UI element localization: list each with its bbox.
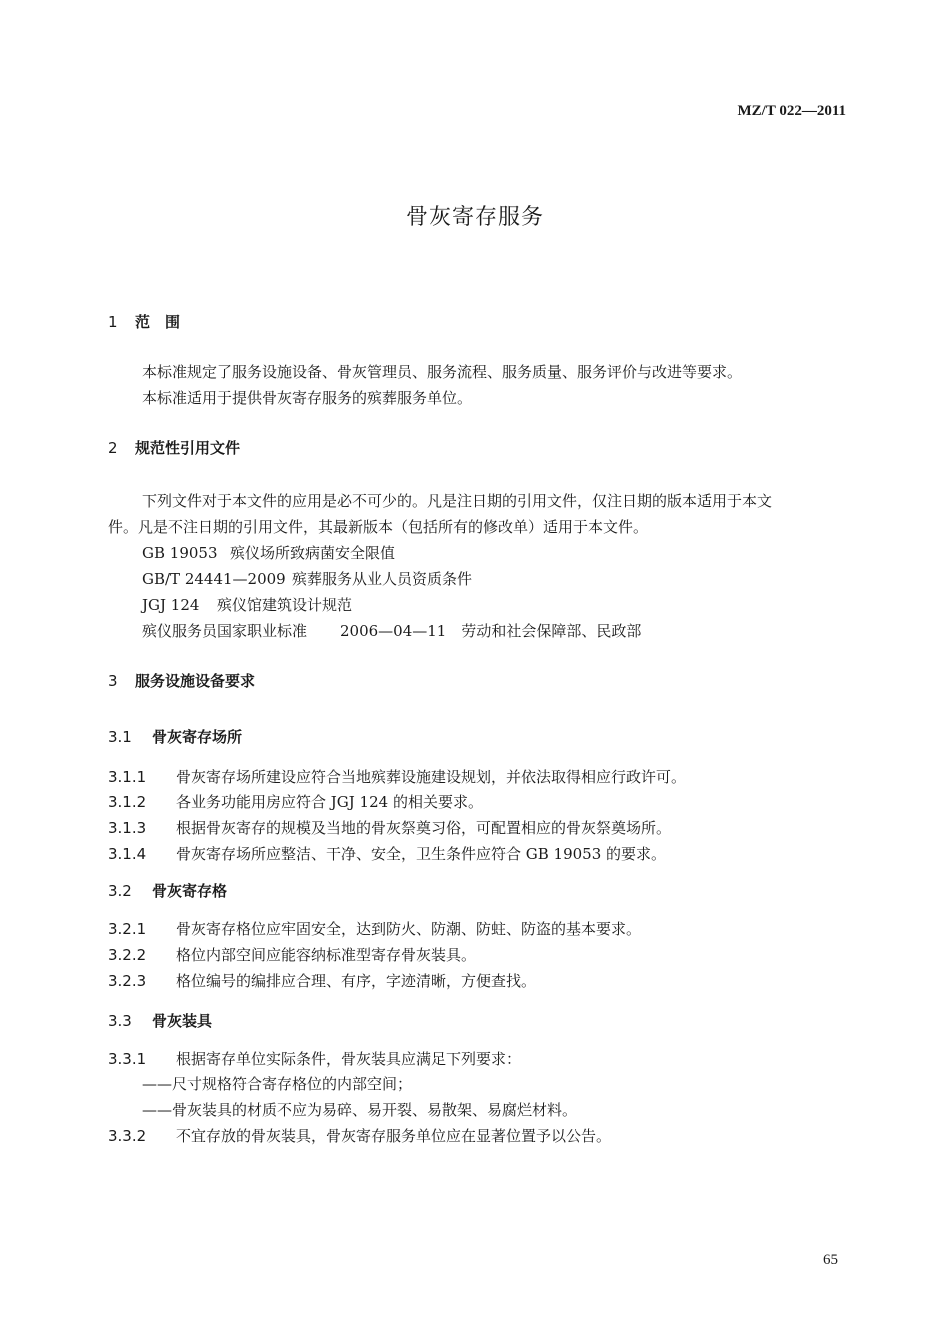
reference-item xyxy=(142,620,641,641)
reference-item xyxy=(142,542,395,563)
paragraph: 下列文件对于本文件的应用是必不可少的。凡是注日期的引用文件，仅注日期的版本适用于本文 xyxy=(142,492,773,510)
clause xyxy=(108,843,666,864)
reference-code: JGJ 124 xyxy=(142,596,200,614)
clause xyxy=(108,791,483,812)
page-title: 骨灰寄存服务 xyxy=(405,205,544,230)
clause-number: 3.3.1 xyxy=(108,1050,147,1068)
clause-number: 3.2.2 xyxy=(108,946,147,964)
clause xyxy=(108,817,671,838)
section-title: 规范性引用文件 xyxy=(135,439,241,457)
subsection-number: 3.2 xyxy=(108,882,132,900)
clause-number: 3.2.1 xyxy=(108,920,147,938)
section-title: 服务设施设备要求 xyxy=(135,672,256,690)
section-number: 2 xyxy=(108,439,118,457)
clause-text: 根据骨灰寄存的规模及当地的骨灰祭奠习俗，可配置相应的骨灰祭奠场所。 xyxy=(176,819,672,837)
section-heading-facilities xyxy=(108,670,255,691)
clause-text: 格位编号的编排应合理、有序，字迹清晰，方便查找。 xyxy=(176,972,537,990)
clause-number: 3.2.3 xyxy=(108,972,147,990)
clause xyxy=(108,970,536,991)
section-number: 3 xyxy=(108,672,118,690)
clause-text: 骨灰寄存格位应牢固安全，达到防火、防潮、防蛀、防盗的基本要求。 xyxy=(176,920,642,938)
reference-code: 殡仪服务员国家职业标准 xyxy=(142,622,308,640)
reference-item xyxy=(142,568,472,589)
paragraph: 本标准规定了服务设施设备、骨灰管理员、服务流程、服务质量、服务评价与改进等要求。 xyxy=(142,363,743,381)
subsection-title: 骨灰装具 xyxy=(152,1012,213,1030)
reference-code: GB/T 24441—2009 xyxy=(142,570,286,588)
subsection-number: 3.3 xyxy=(108,1012,132,1030)
reference-name: 殡仪场所致病菌安全限值 xyxy=(230,544,396,562)
clause-text: 骨灰寄存场所建设应符合当地殡葬设施建设规划，并依法取得相应行政许可。 xyxy=(176,768,687,786)
clause xyxy=(108,1048,521,1069)
list-item: ——骨灰装具的材质不应为易碎、易开裂、易散架、易腐烂材料。 xyxy=(142,1101,578,1119)
subsection-heading xyxy=(108,1010,212,1031)
subsection-heading xyxy=(108,880,227,901)
clause-number: 3.1.4 xyxy=(108,845,147,863)
clause-text: 不宜存放的骨灰装具，骨灰寄存服务单位应在显著位置予以公告。 xyxy=(176,1127,612,1145)
section-heading-scope xyxy=(108,311,180,332)
clause-text: 各业务功能用房应符合 JGJ 124 的相关要求。 xyxy=(176,793,483,811)
subsection-title: 骨灰寄存格 xyxy=(152,882,228,900)
reference-name: 殡葬服务从业人员资质条件 xyxy=(292,570,473,588)
clause xyxy=(108,1125,611,1146)
section-heading-refs xyxy=(108,437,240,458)
section-number: 1 xyxy=(108,313,118,331)
subsection-title: 骨灰寄存场所 xyxy=(152,728,243,746)
clause xyxy=(108,944,476,965)
clause-text: 格位内部空间应能容纳标准型寄存骨灰装具。 xyxy=(176,946,477,964)
subsection-heading xyxy=(108,726,242,747)
list-item: ——尺寸规格符合寄存格位的内部空间； xyxy=(142,1075,413,1093)
subsection-number: 3.1 xyxy=(108,728,132,746)
clause-text: 根据寄存单位实际条件，骨灰装具应满足下列要求： xyxy=(176,1050,522,1068)
clause-number: 3.3.2 xyxy=(108,1127,147,1145)
clause xyxy=(108,766,686,787)
clause-number: 3.1.2 xyxy=(108,793,147,811)
paragraph: 本标准适用于提供骨灰寄存服务的殡葬服务单位。 xyxy=(142,389,473,407)
section-title: 范 围 xyxy=(135,313,181,331)
reference-code: GB 19053 xyxy=(142,544,218,562)
reference-item xyxy=(142,594,352,615)
page-number: 65 xyxy=(823,1252,838,1268)
clause-text: 骨灰寄存场所应整洁、干净、安全，卫生条件应符合 GB 19053 的要求。 xyxy=(176,845,667,863)
reference-name: 殡仪馆建筑设计规范 xyxy=(217,596,353,614)
standard-number: MZ/T 022—2011 xyxy=(737,103,846,119)
clause xyxy=(108,918,641,939)
clause-number: 3.1.1 xyxy=(108,768,147,786)
clause-number: 3.1.3 xyxy=(108,819,147,837)
paragraph: 件。凡是不注日期的引用文件，其最新版本（包括所有的修改单）适用于本文件。 xyxy=(108,518,649,536)
reference-name: 2006—04—11 劳动和社会保障部、民政部 xyxy=(340,622,642,640)
